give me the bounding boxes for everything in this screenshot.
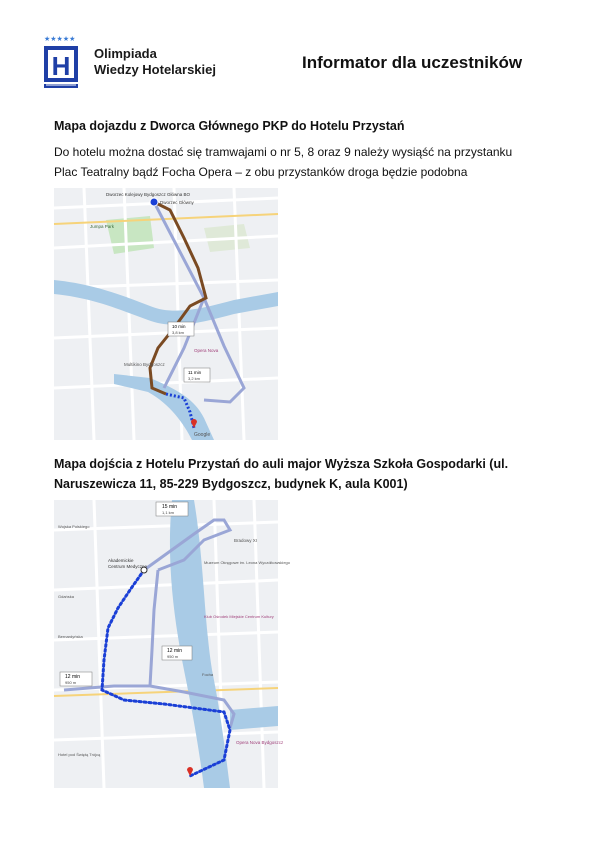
svg-text:3,8 km: 3,8 km xyxy=(172,330,185,335)
map1-time-a xyxy=(168,322,194,336)
section2-heading-line1: Mapa dojścia z Hotelu Przystań do auli major Wyższa Szkoła Gospodarki (ul. xyxy=(54,457,509,471)
map2-street-b: Bernardyńska xyxy=(58,634,83,639)
map1-google: Google xyxy=(194,432,211,438)
logo-line1: Olimpiada xyxy=(94,46,157,61)
map-station-to-hotel[interactable] xyxy=(54,188,278,440)
map2-poi-3: Klub Ośrodek Miejskie Centrum Kultury xyxy=(204,614,274,619)
map2-time-top xyxy=(156,502,188,516)
map2-acm-label-2: Centrum Medyczne xyxy=(108,564,148,569)
map2-poi-1: Bradowy XI xyxy=(234,538,258,543)
map2-street-d: Focha xyxy=(202,672,214,677)
map2-time-left xyxy=(60,672,92,686)
section2-heading xyxy=(54,454,508,494)
svg-text:950 m: 950 m xyxy=(65,680,77,685)
svg-text:15 min: 15 min xyxy=(162,504,178,510)
page-title: Informator dla uczestników xyxy=(302,53,523,72)
section2-heading-line2: Naruszewicza 11, 85-229 Bydgoszcz, budynek K, aula K001) xyxy=(54,477,408,491)
map2-time-mid xyxy=(162,646,192,660)
map1-park-label: Jumpa Park xyxy=(90,224,115,229)
section1-text-line1: Do hotelu można dostać się tramwajami o nr 5, 8 oraz 9 należy wysiąść na przystanku xyxy=(54,145,513,159)
map2-poi-2: Muzeum Okręgowe im. Leona Wyczółkowskiego xyxy=(204,560,290,565)
map1-station-label: Dworzec Kolejowy Bydgoszcz Główna BO xyxy=(106,192,191,197)
section1-text-line2: Plac Teatralny bądź Focha Opera – z obu przystanków droga będzie podobna xyxy=(54,165,468,179)
map1-time-b xyxy=(184,368,210,382)
map-hotel-to-wsg[interactable] xyxy=(54,500,290,788)
map1-poi-b: Multikino Bydgoszcz xyxy=(124,362,165,367)
olympiad-logo xyxy=(42,34,82,92)
map1-station-short: Dworzec Główny xyxy=(160,200,194,205)
logo-letter: H xyxy=(51,51,71,81)
logo-text xyxy=(94,46,216,78)
map2-street-a: Wojska Polskiego xyxy=(58,524,90,529)
svg-text:11 min: 11 min xyxy=(188,370,202,375)
logo-line2: Wiedzy Hotelarskiej xyxy=(94,62,216,77)
svg-text:950 m: 950 m xyxy=(167,654,179,659)
svg-text:1,1 km: 1,1 km xyxy=(162,510,175,515)
svg-text:10 min: 10 min xyxy=(172,324,186,329)
map2-poi-4: Opera Nova Bydgoszcz xyxy=(236,740,284,745)
svg-text:★★★★★: ★★★★★ xyxy=(44,35,76,43)
map2-street-c: Gdańska xyxy=(58,594,75,599)
svg-text:12 min: 12 min xyxy=(65,674,81,680)
section1-text xyxy=(54,142,574,182)
map1-poi-a: Opera Nova xyxy=(194,348,219,353)
map2-acm-label-1: Akademickie xyxy=(108,558,134,563)
svg-text:12 min: 12 min xyxy=(167,648,183,654)
map2-poi-5: Hotel pod Świętą Trójcą xyxy=(58,752,101,757)
svg-text:3,2 km: 3,2 km xyxy=(188,376,201,381)
section1-heading: Mapa dojazdu z Dworca Głównego PKP do Hotelu Przystań xyxy=(54,119,405,133)
